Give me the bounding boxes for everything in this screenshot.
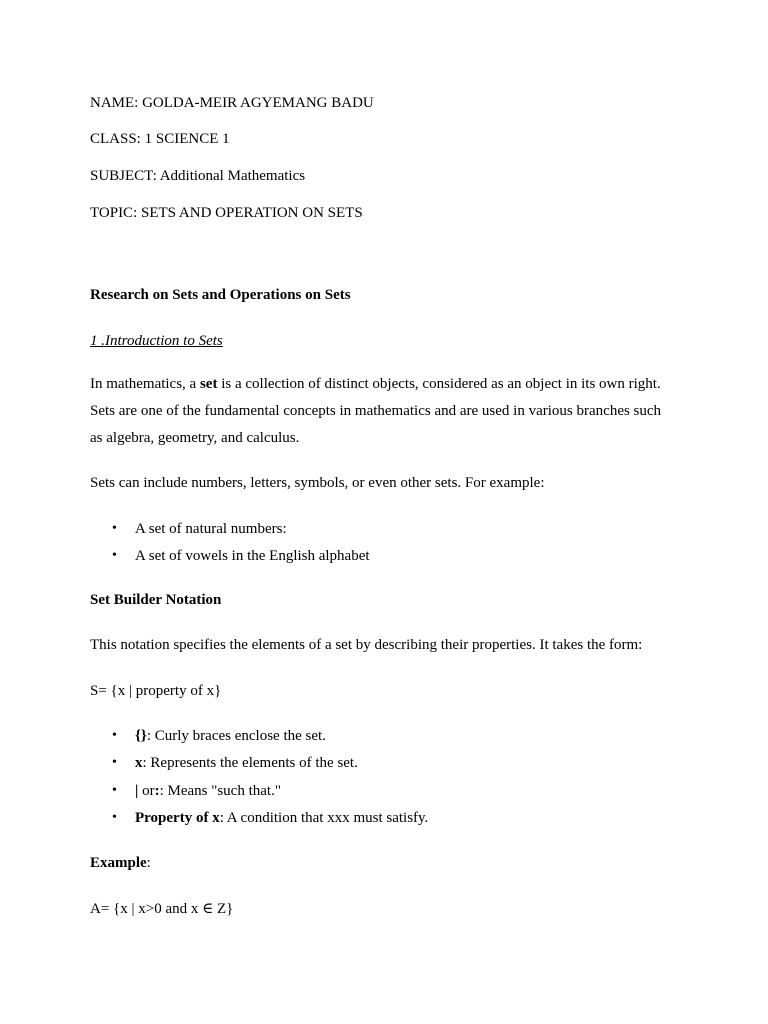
list-item bbox=[135, 781, 281, 801]
bullet-dot: • bbox=[112, 810, 117, 825]
example-label-colon: : bbox=[146, 855, 151, 871]
intro-text-rest: is a collection of distinct objects, considered as an object in its own right. Sets are one of the fundamental concepts in mathematics and are used in various branches such as algebra, geometry, and calculus. bbox=[90, 376, 662, 446]
document-title: Research on Sets and Operations on Sets bbox=[90, 287, 351, 303]
set-builder-formula: S= {x | property of x} bbox=[90, 683, 222, 699]
list-item bbox=[135, 808, 428, 828]
set-builder-paragraph: This notation specifies the elements of a set by describing their properties. It takes the form: bbox=[90, 637, 643, 653]
bullet-dot: • bbox=[112, 521, 117, 536]
list-item bbox=[135, 753, 358, 773]
section-heading-set-builder: Set Builder Notation bbox=[90, 592, 222, 608]
list-item-desc: : Curly braces enclose the set. bbox=[146, 728, 326, 744]
list-item: A set of natural numbers: bbox=[135, 521, 287, 537]
list-item: A set of vowels in the English alphabet bbox=[135, 548, 370, 564]
example-label bbox=[90, 853, 151, 873]
list-item-term: Property of x bbox=[135, 810, 220, 826]
list-item-term: {} bbox=[135, 728, 147, 744]
bullet-dot: • bbox=[112, 755, 117, 770]
section-heading-introduction: 1 .Introduction to Sets bbox=[90, 333, 223, 349]
list-item bbox=[135, 726, 326, 746]
list-item-term: x bbox=[135, 755, 143, 771]
list-item-term-colon: : bbox=[154, 783, 160, 799]
bullet-dot: • bbox=[112, 548, 117, 563]
list-item-term: | bbox=[135, 783, 139, 799]
bullet-dot: • bbox=[112, 783, 117, 798]
subject: SUBJECT: Additional Mathematics bbox=[90, 168, 306, 184]
student-class: CLASS: 1 SCIENCE 1 bbox=[90, 131, 230, 147]
intro-paragraph bbox=[90, 371, 675, 452]
intro-term-set: set bbox=[199, 376, 218, 392]
list-item-mid: or bbox=[138, 783, 155, 799]
list-item-desc: : A condition that xxx must satisfy. bbox=[219, 810, 429, 826]
bullet-dot: • bbox=[112, 728, 117, 743]
topic: TOPIC: SETS AND OPERATION ON SETS bbox=[90, 205, 363, 221]
examples-intro-paragraph: Sets can include numbers, letters, symbols, or even other sets. For example: bbox=[90, 475, 545, 491]
example-formula: A= {x | x>0 and x ∈ Z} bbox=[90, 901, 234, 917]
example-label-text: Example bbox=[90, 855, 147, 871]
list-item-desc: : Represents the elements of the set. bbox=[142, 755, 358, 771]
intro-text-start: In mathematics, a bbox=[90, 376, 200, 392]
student-name: NAME: GOLDA-MEIR AGYEMANG BADU bbox=[90, 95, 374, 111]
list-item-desc: : Means "such that." bbox=[159, 783, 281, 799]
